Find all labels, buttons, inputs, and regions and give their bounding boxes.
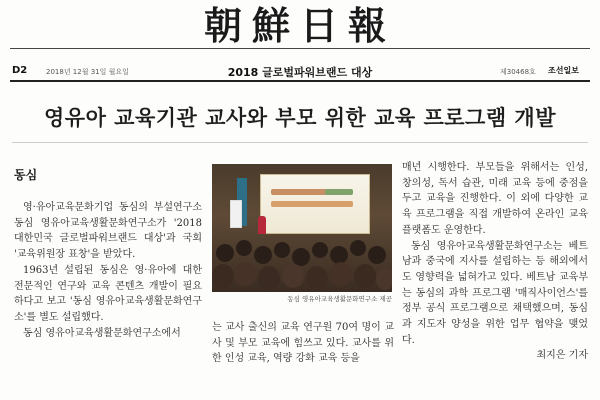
paragraph: 영·유아교육문화기업 동심의 부설연구소 동심 영유아교육생활문화연구소가 '2018 대한민국 글로벌파워브랜드 대상'과 국회 '교육위원장 표창'을 받았다. (14, 202, 202, 261)
photo-audience (212, 234, 392, 292)
paper-name: 조선일보 (548, 66, 579, 75)
issue-number: 제30468호 (500, 68, 536, 76)
newspaper-masthead: 朝鮮日報 (203, 3, 396, 48)
issue-date: 2018년 12월 31일 월요일 (46, 68, 129, 76)
page-number: D2 (12, 65, 28, 76)
article-column-3 (402, 160, 588, 364)
article-headline: 영유아 교육기관 교사와 부모 위한 교육 프로그램 개발 (44, 106, 556, 130)
photo-caption: 동심 영유아교육생활문화연구소 제공 (287, 295, 392, 303)
section-bar (0, 63, 600, 79)
photo-speaker (258, 216, 266, 234)
photo-projection-screen (260, 174, 370, 234)
article-column-2 (212, 320, 394, 367)
section-title: 2018 글로벌파워브랜드 대상 (227, 66, 373, 79)
photo-flag (230, 200, 242, 228)
paragraph: 매년 시행한다. 부모들을 위해서는 인성, 창의성, 독서 습관, 미래 교육 등에 중점을 두고 교육을 진행한다. 이 외에 다양한 교육 프로그램을 직접 개발하여 온라인 교육 플랫폼도 운영한다. (402, 162, 588, 236)
headline-divider (12, 142, 588, 143)
event-photo (212, 164, 392, 292)
paragraph: 동심 영유아교육생활문화연구소에서 (23, 327, 181, 339)
section-rule (10, 80, 590, 82)
paragraph: 동심 영유아교육생활문화연구소는 베트남과 중국에 지사를 설립하는 등 해외에서도 영향력을 넓혀가고 있다. 베트남 교육부는 동심의 과학 프로그램 '매직사이언스'를 정부 공식 프로그램으로 채택했으며, 동심과 지도자 양성을 위한 업무 협약을 맺었다. (402, 240, 588, 346)
byline: 최지은 기자 (536, 350, 588, 362)
article-column-1 (14, 200, 202, 341)
paragraph: 1963년 설립된 동심은 영·유아에 대한 전문적인 연구와 교육 콘텐츠 개발이 필요하다고 보고 '동심 영유아교육생활문화연구소'를 별도 설립했다. (14, 264, 202, 323)
paragraph: 는 교사 출신의 교육 연구원 70여 명이 교사 및 부모 교육에 힘쓰고 있다. 교사를 위한 인성 교육, 역량 강화 교육 등을 (212, 322, 394, 365)
company-label: 동심 (14, 168, 38, 182)
masthead-rule (10, 48, 590, 49)
